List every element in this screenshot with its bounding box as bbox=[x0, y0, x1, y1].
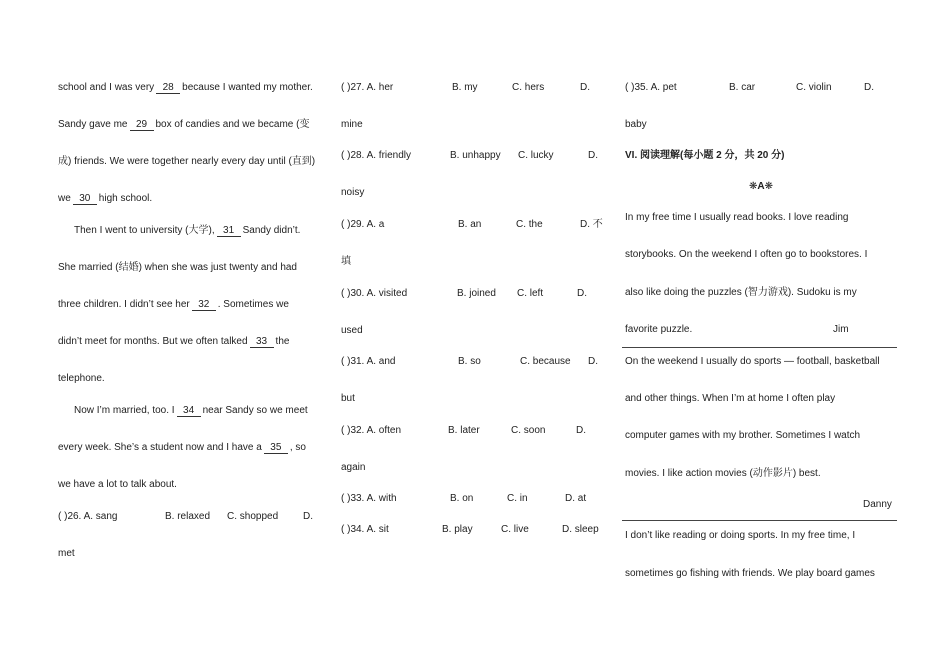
question-29: ( )29. A. a B. an C. the D. 不 bbox=[341, 219, 603, 230]
question-27: ( )27. A. her B. my C. hers D. bbox=[341, 82, 590, 93]
question-30-cont: used bbox=[341, 325, 363, 336]
text-line: every week. She’s a student now and I have a 35 , so bbox=[58, 442, 306, 453]
question-26: ( )26. A. sang B. relaxed C. shopped D. bbox=[58, 511, 313, 522]
question-30: ( )30. A. visited B. joined C. left D. bbox=[341, 288, 587, 299]
section-title: VI. 阅读理解(每小题 2 分，共 20 分) bbox=[625, 150, 785, 161]
blank-30: 30 bbox=[73, 193, 97, 205]
jim-line: favorite puzzle. bbox=[625, 324, 693, 335]
text-line: we 30 high school. bbox=[58, 193, 153, 204]
blank-28: 28 bbox=[156, 82, 180, 94]
question-31-cont: but bbox=[341, 393, 355, 404]
jim-line: also like doing the puzzles (智力游戏). Sudoku is my bbox=[625, 287, 857, 298]
danny-line: On the weekend I usually do sports — football, basketball bbox=[625, 356, 880, 367]
question-27-cont: mine bbox=[341, 119, 363, 130]
text-line: 成) friends. We were together nearly every day until (直到) bbox=[58, 156, 316, 167]
blank-29: 29 bbox=[130, 119, 154, 131]
passage-label: ❋A❋ bbox=[749, 181, 773, 192]
question-34: ( )34. A. sit B. play C. live D. sleep bbox=[341, 524, 599, 535]
danny-line: computer games with my brother. Sometimes I watch bbox=[625, 430, 861, 441]
text-line: telephone. bbox=[58, 373, 105, 384]
text-line: Now I’m married, too. I 34 near Sandy so we meet bbox=[74, 405, 308, 416]
text-line: Then I went to university (大学), 31 Sandy didn’t. bbox=[74, 225, 301, 236]
author-name-danny: Danny bbox=[863, 499, 892, 510]
blank-33: 33 bbox=[250, 336, 274, 348]
question-32: ( )32. A. often B. later C. soon D. bbox=[341, 425, 586, 436]
text-line: She married (结婚) when she was just twenty and had bbox=[58, 262, 297, 273]
question-32-cont: again bbox=[341, 462, 366, 473]
third-line: I don’t like reading or doing sports. In my free time, I bbox=[625, 530, 856, 541]
blank-31: 31 bbox=[217, 225, 241, 237]
third-line: sometimes go fishing with friends. We play board games bbox=[625, 568, 875, 579]
text-line: three children. I didn’t see her 32 . Sometimes we bbox=[58, 299, 289, 310]
divider bbox=[622, 520, 897, 521]
danny-line: movies. I like action movies (动作影片) best. bbox=[625, 468, 821, 479]
blank-35: 35 bbox=[264, 442, 288, 454]
blank-34: 34 bbox=[177, 405, 201, 417]
text-line: didn’t meet for months. But we often talked 33 the bbox=[58, 336, 290, 347]
author-name-jim: Jim bbox=[833, 324, 849, 335]
jim-line: In my free time I usually read books. I love reading bbox=[625, 212, 849, 223]
question-28-cont: noisy bbox=[341, 187, 365, 198]
text-line: Sandy gave me 29 box of candies and we became (变 bbox=[58, 119, 310, 130]
question-29-cont: 填 bbox=[341, 256, 351, 267]
question-26-cont: met bbox=[58, 548, 75, 559]
question-35-cont: baby bbox=[625, 119, 647, 130]
question-33: ( )33. A. with B. on C. in D. at bbox=[341, 493, 587, 504]
question-28: ( )28. A. friendly B. unhappy C. lucky D. bbox=[341, 150, 598, 161]
text-line: we have a lot to talk about. bbox=[58, 479, 177, 490]
question-31: ( )31. A. and B. so C. because D. bbox=[341, 356, 598, 367]
divider bbox=[622, 347, 897, 348]
blank-32: 32 bbox=[192, 299, 216, 311]
jim-line: storybooks. On the weekend I often go to bookstores. I bbox=[625, 249, 868, 260]
danny-line: and other things. When I’m at home I often play bbox=[625, 393, 836, 404]
text-line: school and I was very 28 because I wanted my mother. bbox=[58, 82, 313, 93]
question-35: ( )35. A. pet B. car C. violin D. bbox=[625, 82, 874, 93]
